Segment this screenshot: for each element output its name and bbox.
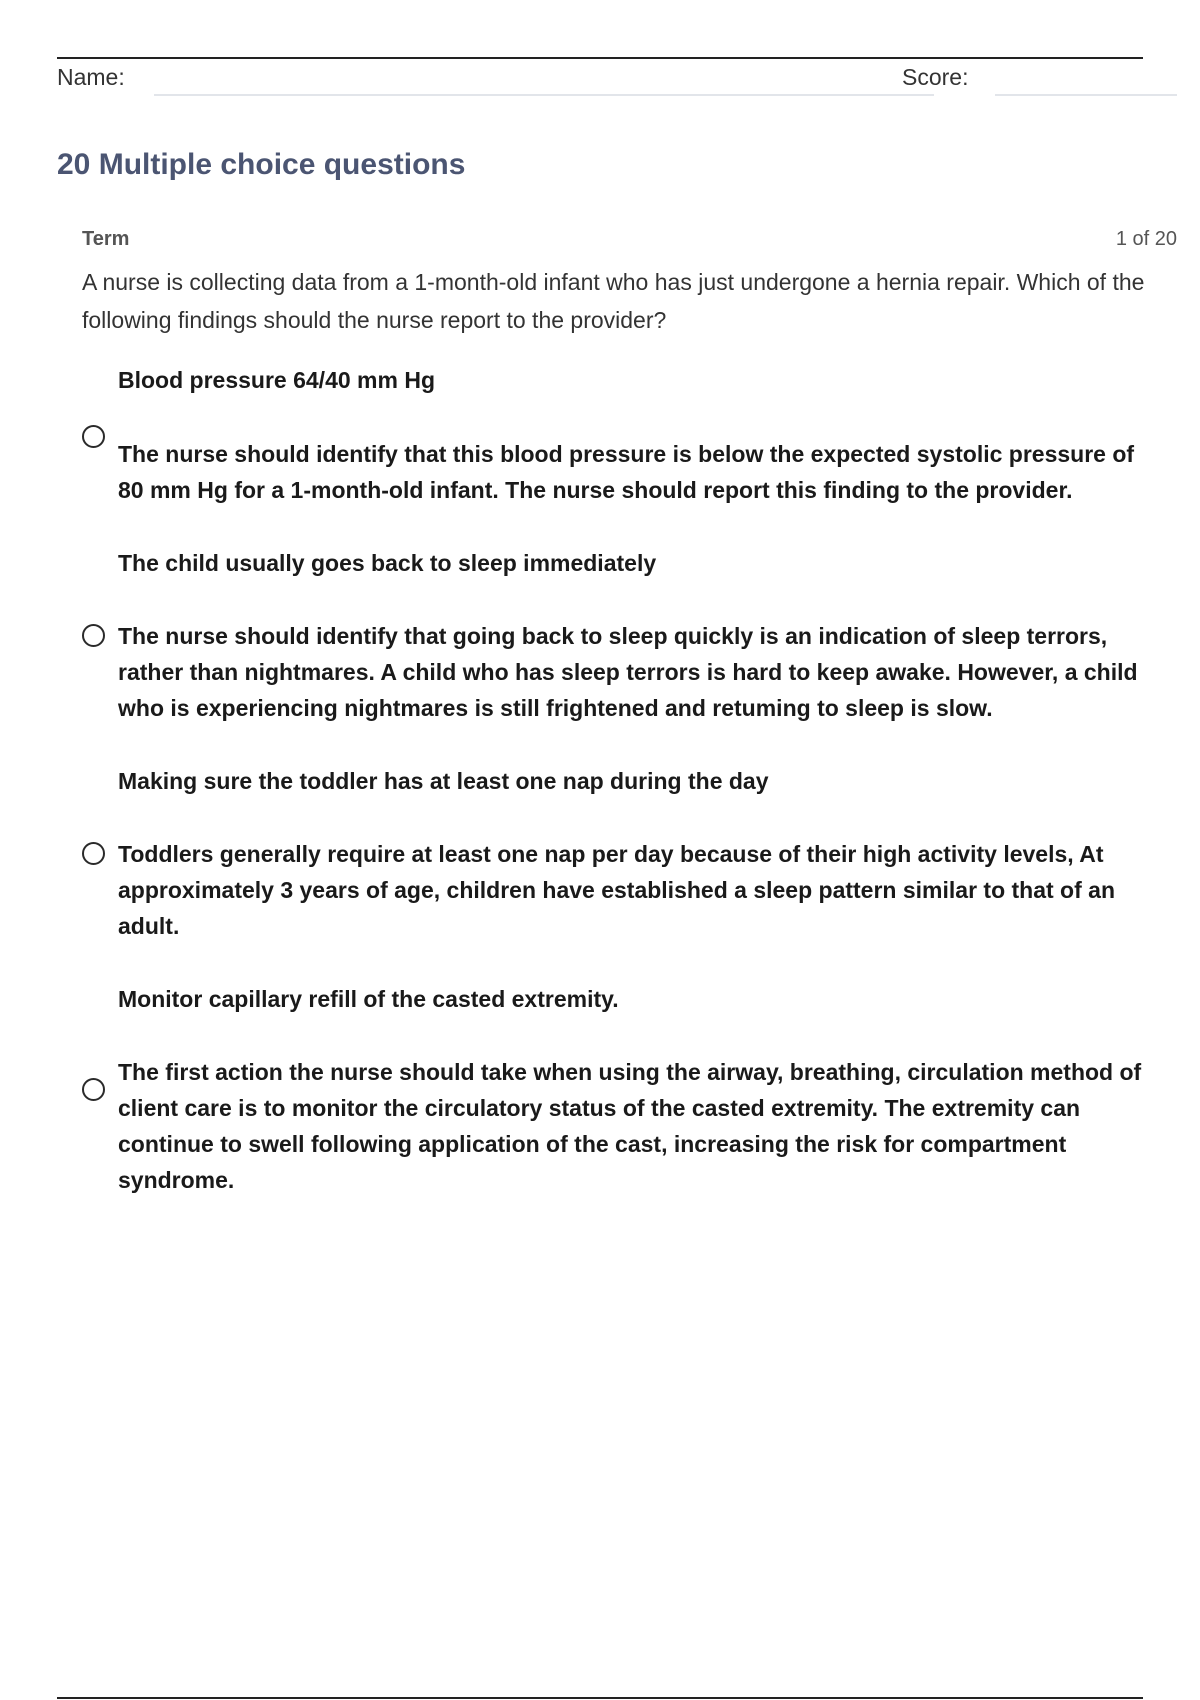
name-label: Name: bbox=[57, 64, 125, 90]
choice-1-explanation: The nurse should identify that this blood pressure is below the expected systolic pressure of 80 mm Hg for a 1-month-old infant. The nurse should report this finding to the provider. bbox=[118, 441, 1135, 503]
bottom-divider bbox=[57, 1697, 1143, 1699]
choice-2-radio[interactable] bbox=[82, 624, 105, 647]
choice-3-radio[interactable] bbox=[82, 842, 105, 865]
worksheet-header bbox=[57, 62, 1177, 98]
question-text: A nurse is collecting data from a 1-month-old infant who has just undergone a hernia repair. Which of the following findings should the nurse report to the provider? bbox=[82, 269, 1145, 333]
choice-4-explanation: The first action the nurse should take when using the airway, breathing, circulation method of client care is to monitor the circulatory status of the casted extremity. The extremity can continue to swell following application of the cast, increasing the risk for compartment syndrome. bbox=[118, 1059, 1142, 1193]
section-title: 20 Multiple choice questions bbox=[57, 148, 466, 181]
choice-1-title: Blood pressure 64/40 mm Hg bbox=[118, 367, 435, 393]
choice-2-explanation: The nurse should identify that going back to sleep quickly is an indication of sleep terrors, rather than nightmares. A child who has sleep terrors is hard to keep awake. However, a child who is experiencing nightmares is still frightened and retuming to sleep is slow. bbox=[118, 623, 1138, 721]
name-input-line[interactable] bbox=[154, 94, 934, 96]
choice-4-title: Monitor capillary refill of the casted extremity. bbox=[118, 986, 619, 1012]
choice-3-title: Making sure the toddler has at least one nap during the day bbox=[118, 768, 769, 794]
choice-4-radio[interactable] bbox=[82, 1078, 105, 1101]
choice-1-radio[interactable] bbox=[82, 425, 105, 448]
score-input-line[interactable] bbox=[995, 94, 1177, 96]
top-divider bbox=[57, 57, 1143, 59]
score-label: Score: bbox=[902, 64, 969, 90]
term-label: Term bbox=[82, 228, 130, 250]
choice-2-title: The child usually goes back to sleep immediately bbox=[118, 550, 657, 576]
question-counter: 1 of 20 bbox=[1115, 228, 1177, 250]
choice-3-explanation: Toddlers generally require at least one nap per day because of their high activity levels, At approximately 3 years of age, children have established a sleep pattern similar to that of an adult. bbox=[118, 841, 1115, 939]
